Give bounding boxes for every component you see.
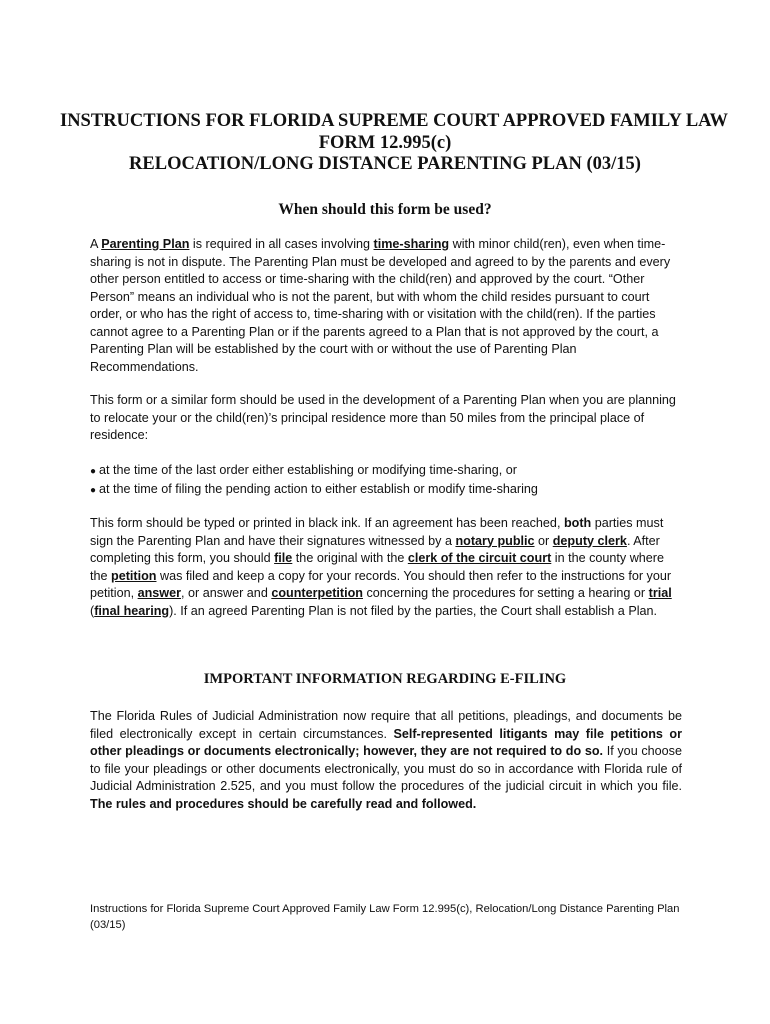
- time-sharing-term: time-sharing: [373, 237, 450, 251]
- parenting-plan-term: Parenting Plan: [101, 237, 190, 251]
- title-line-3: RELOCATION/LONG DISTANCE PARENTING PLAN (03/15): [129, 154, 641, 174]
- notary-public-term: notary public: [455, 533, 535, 548]
- petition-term: petition: [111, 568, 157, 583]
- rules-note: The rules and procedures should be carefully read and followed.: [90, 796, 477, 811]
- clerk-term: clerk of the circuit court: [407, 551, 552, 565]
- title-line-1: INSTRUCTIONS FOR FLORIDA SUPREME COURT APPROVED FAMILY LAW: [60, 111, 728, 131]
- paragraph-efiling: The Florida Rules of Judicial Administration now require that all petitions, pleadings, and documents be filed electronically except in certain circumstances. Self-represented litigants may file petitions or other pleadings or documents electronically; however, they are not required to do so. If you choose to file your pleadings or other documents electronically, you must do so in accordance with Florida rule of Judicial Administration 2.525, and you must follow the procedures of the judicial circuit in which you file. The rules and procedures should be carefully read and followed.: [90, 709, 682, 811]
- trial-term: trial: [648, 586, 672, 600]
- bullet-list: [90, 462, 682, 499]
- self-represented-note: Self-represented litigants may file petitions or other pleadings or documents electronically; however, they are not required to do so.: [90, 726, 682, 758]
- answer-term: answer: [137, 586, 182, 600]
- title-line-2: FORM 12.995(c): [318, 132, 452, 153]
- bullet-icon: ●: [90, 466, 97, 477]
- file-term: file: [274, 551, 293, 565]
- efiling-heading: IMPORTANT INFORMATION REGARDING E-FILING: [203, 671, 567, 687]
- paragraph-filing-instructions: This form should be typed or printed in black ink. If an agreement has been reached, both parties must sign the Parenting Plan and have their signatures witnessed by a notary public or deputy clerk. After completing this form, you should file the original with the clerk of the circuit court in the county where the petition was filed and keep a copy for your records. You should then refer to the instructions for your petition, answer, or answer and counterpetition concerning the procedures for setting a hearing or trial (final hearing). If an agreed Parenting Plan is not filed by the parties, the Court shall establish a Plan.: [90, 516, 672, 618]
- bullet-icon: ●: [90, 484, 97, 496]
- deputy-clerk-term: deputy clerk: [552, 533, 627, 548]
- final-hearing-term: final hearing: [94, 603, 170, 618]
- paragraph-parenting-plan: A Parenting Plan is required in all cases involving time-sharing with minor child(ren), even when time-sharing is not in dispute. The Parenting Plan must be developed and agreed to by the parents and every other person entitled to access or time-sharing with the child(ren) and approved by the court. “Other Person” means an individual who is not the parent, but with whom the child resides pursuant to court order, or who has the right of access to, time-sharing with or visitation with the child(ren). If the parties cannot agree to a Parenting Plan or if the parents agreed to a Plan that is not approved by the court, a Parenting Plan will be established by the court with or without the use of Parenting Plan Recommendations.: [90, 237, 671, 374]
- list-item: ● at the time of filing the pending action to either establish or modify time-sharing: [90, 481, 682, 500]
- page-footer: Instructions for Florida Supreme Court Approved Family Law Form 12.995(c), Relocation/Long Distance Parenting Plan (03/15): [90, 903, 680, 931]
- when-heading: When should this form be used?: [278, 201, 492, 218]
- list-item: ● at the time of the last order either establishing or modifying time-sharing, or: [90, 462, 682, 481]
- counterpetition-term: counterpetition: [271, 586, 363, 600]
- paragraph-relocation: This form or a similar form should be used in the development of a Parenting Plan when you are planning to relocate your or the child(ren)’s principal residence more than 50 miles from the principal place of residence:: [90, 393, 676, 442]
- both-term: both: [563, 516, 592, 530]
- page-title: [60, 111, 728, 176]
